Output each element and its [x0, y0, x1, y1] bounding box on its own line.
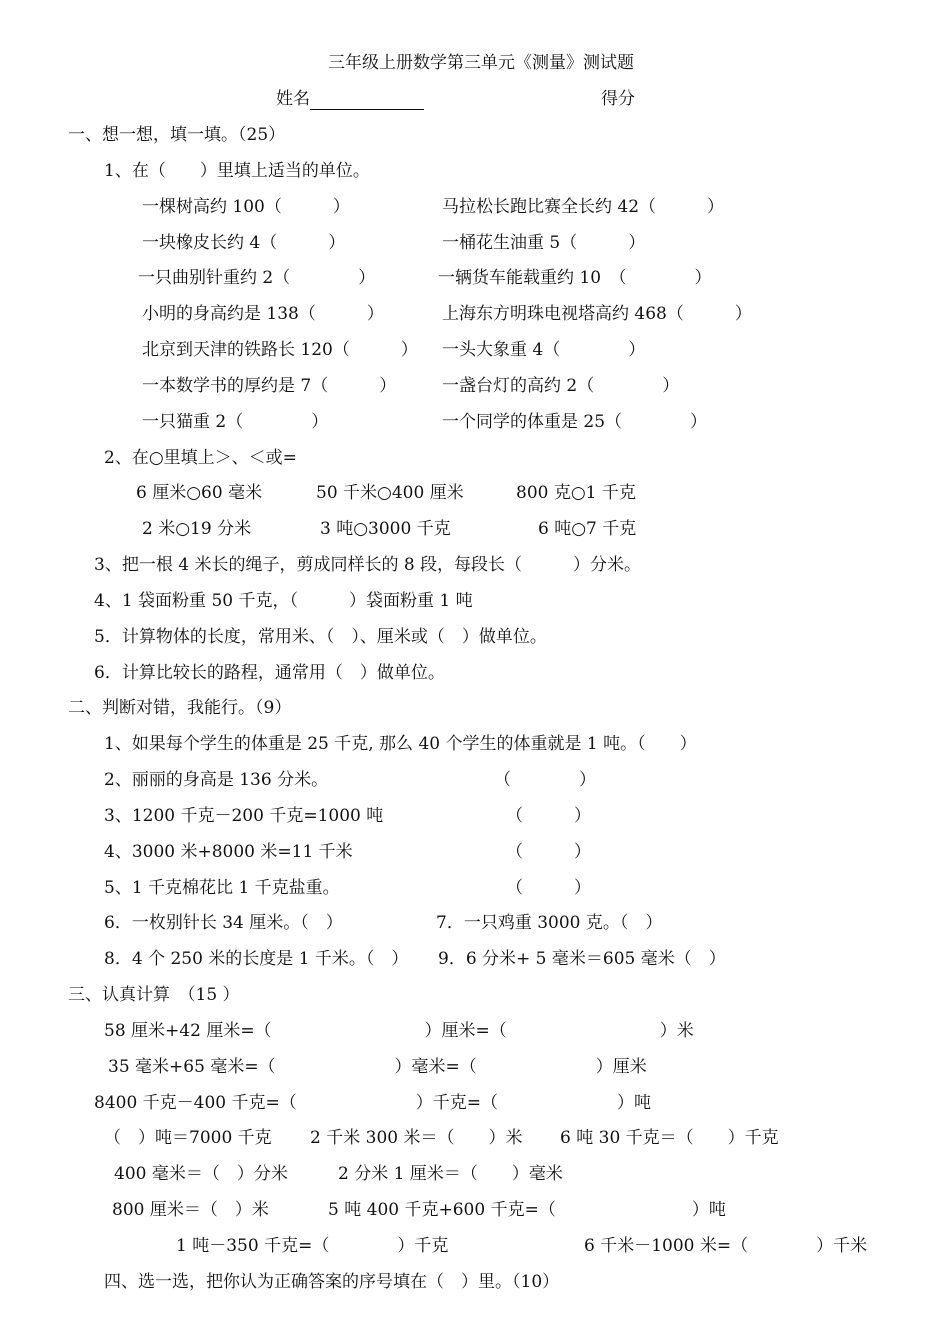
- q4-text: 4、1 袋面粉重 50 千克，（ ）袋面粉重 1 吨: [94, 591, 473, 611]
- calc-item: 400 毫米＝（ ）分米: [114, 1164, 288, 1184]
- q1-item: 北京到天津的铁路长 120（ ）: [142, 340, 418, 360]
- calc-item: 1 吨－350 千克=（ ）千克: [176, 1236, 449, 1256]
- q1-item: 一只猫重 2（ ）: [142, 412, 329, 432]
- judge-bracket: （ ）: [494, 770, 596, 790]
- section-2-heading: 二、判断对错，我能行。（9）: [68, 698, 292, 718]
- section-3-heading: 三、认真计算 （15 ）: [68, 985, 240, 1005]
- q2-item: 6 厘米○60 毫米: [136, 483, 263, 503]
- calc-item: 800 厘米＝（ ）米: [112, 1200, 269, 1220]
- judge-item: 1、如果每个学生的体重是 25 千克, 那么 40 个学生的体重就是 1 吨。（ ）: [104, 734, 697, 754]
- calc-line: 58 厘米+42 厘米=（ ）厘米=（ ）米: [104, 1021, 694, 1041]
- q1-item: 一个同学的体重是 25（ ）: [442, 412, 708, 432]
- q2-item: 3 吨○3000 千克: [320, 519, 451, 539]
- judge-bracket: （ ）: [506, 806, 591, 826]
- q1-item: 一头大象重 4（ ）: [442, 340, 646, 360]
- q1-item: 上海东方明珠电视塔高约 468（ ）: [442, 304, 752, 324]
- name-underline: [310, 91, 424, 110]
- judge-item: 9．6 分米+ 5 毫米＝605 毫米（ ）: [438, 949, 726, 969]
- q1-item: 一桶花生油重 5（ ）: [442, 233, 646, 253]
- q1-item: 马拉松长跑比赛全长约 42（ ）: [442, 197, 725, 217]
- section-1-heading: 一、想一想，填一填。（25）: [68, 125, 286, 145]
- q1-item: 一辆货车能载重约 10 （ ）: [438, 268, 712, 288]
- calc-line: 35 毫米+65 毫米=（ ）毫米=（ ）厘米: [108, 1057, 647, 1077]
- q2-item: 6 吨○7 千克: [538, 519, 637, 539]
- q2-item: 50 千米○400 厘米: [316, 483, 464, 503]
- judge-bracket: （ ）: [506, 842, 591, 862]
- q1-item: 一盏台灯的高约 2（ ）: [442, 376, 680, 396]
- score-label: 得分: [601, 89, 635, 109]
- name-label: 姓名: [276, 89, 310, 109]
- q1-item: 一本数学书的厚约是 7（ ）: [142, 376, 397, 396]
- calc-item: 6 吨 30 千克＝（ ）千克: [560, 1128, 779, 1148]
- calc-item: 2 分米 1 厘米＝（ ）毫米: [338, 1164, 563, 1184]
- q1-item: 小明的身高约是 138（ ）: [142, 304, 384, 324]
- name-field: [276, 88, 424, 110]
- page-title: 三年级上册数学第三单元《测量》测试题: [328, 53, 634, 73]
- judge-bracket: （ ）: [506, 878, 591, 898]
- q2-item: 2 米○19 分米: [142, 519, 252, 539]
- calc-item: 2 千米 300 米＝（ ）米: [310, 1128, 523, 1148]
- q6-text: 6．计算比较长的路程，通常用（ ）做单位。: [94, 663, 445, 683]
- q2-heading: 2、在○里填上＞、＜或=: [104, 448, 297, 468]
- judge-item: 8．4 个 250 米的长度是 1 千米。（ ）: [104, 949, 409, 969]
- calc-item: 6 千米－1000 米=（ ）千米: [584, 1236, 868, 1256]
- calc-item: 5 吨 400 千克+600 千克=（ ）吨: [328, 1200, 726, 1220]
- q1-item: 一棵树高约 100（ ）: [142, 197, 350, 217]
- judge-item: 5、1 千克棉花比 1 千克盐重。: [104, 878, 340, 898]
- calc-line: 8400 千克－400 千克=（ ）千克=（ ）吨: [94, 1093, 652, 1113]
- q1-heading: 1、在（ ）里填上适当的单位。: [104, 161, 370, 181]
- judge-item: 7．一只鸡重 3000 克。（ ）: [436, 913, 663, 933]
- q5-text: 5．计算物体的长度，常用米、（ ）、厘米或（ ）做单位。: [94, 627, 547, 647]
- judge-item: 3、1200 千克－200 千克=1000 吨: [104, 806, 384, 826]
- q3-text: 3、把一根 4 米长的绳子，剪成同样长的 8 段，每段长（ ）分米。: [94, 555, 642, 575]
- judge-item: 6．一枚别针长 34 厘米。（ ）: [104, 913, 343, 933]
- section-4-heading: 四、选一选，把你认为正确答案的序号填在（ ）里。（10）: [104, 1272, 560, 1292]
- judge-item: 4、3000 米+8000 米=11 千米: [104, 842, 353, 862]
- q1-item: 一块橡皮长约 4（ ）: [142, 233, 346, 253]
- calc-item: （ ）吨＝7000 千克: [104, 1128, 272, 1148]
- q2-item: 800 克○1 千克: [516, 483, 636, 503]
- q1-item: 一只曲别针重约 2（ ）: [138, 268, 376, 288]
- judge-item: 2、丽丽的身高是 136 分米。: [104, 770, 329, 790]
